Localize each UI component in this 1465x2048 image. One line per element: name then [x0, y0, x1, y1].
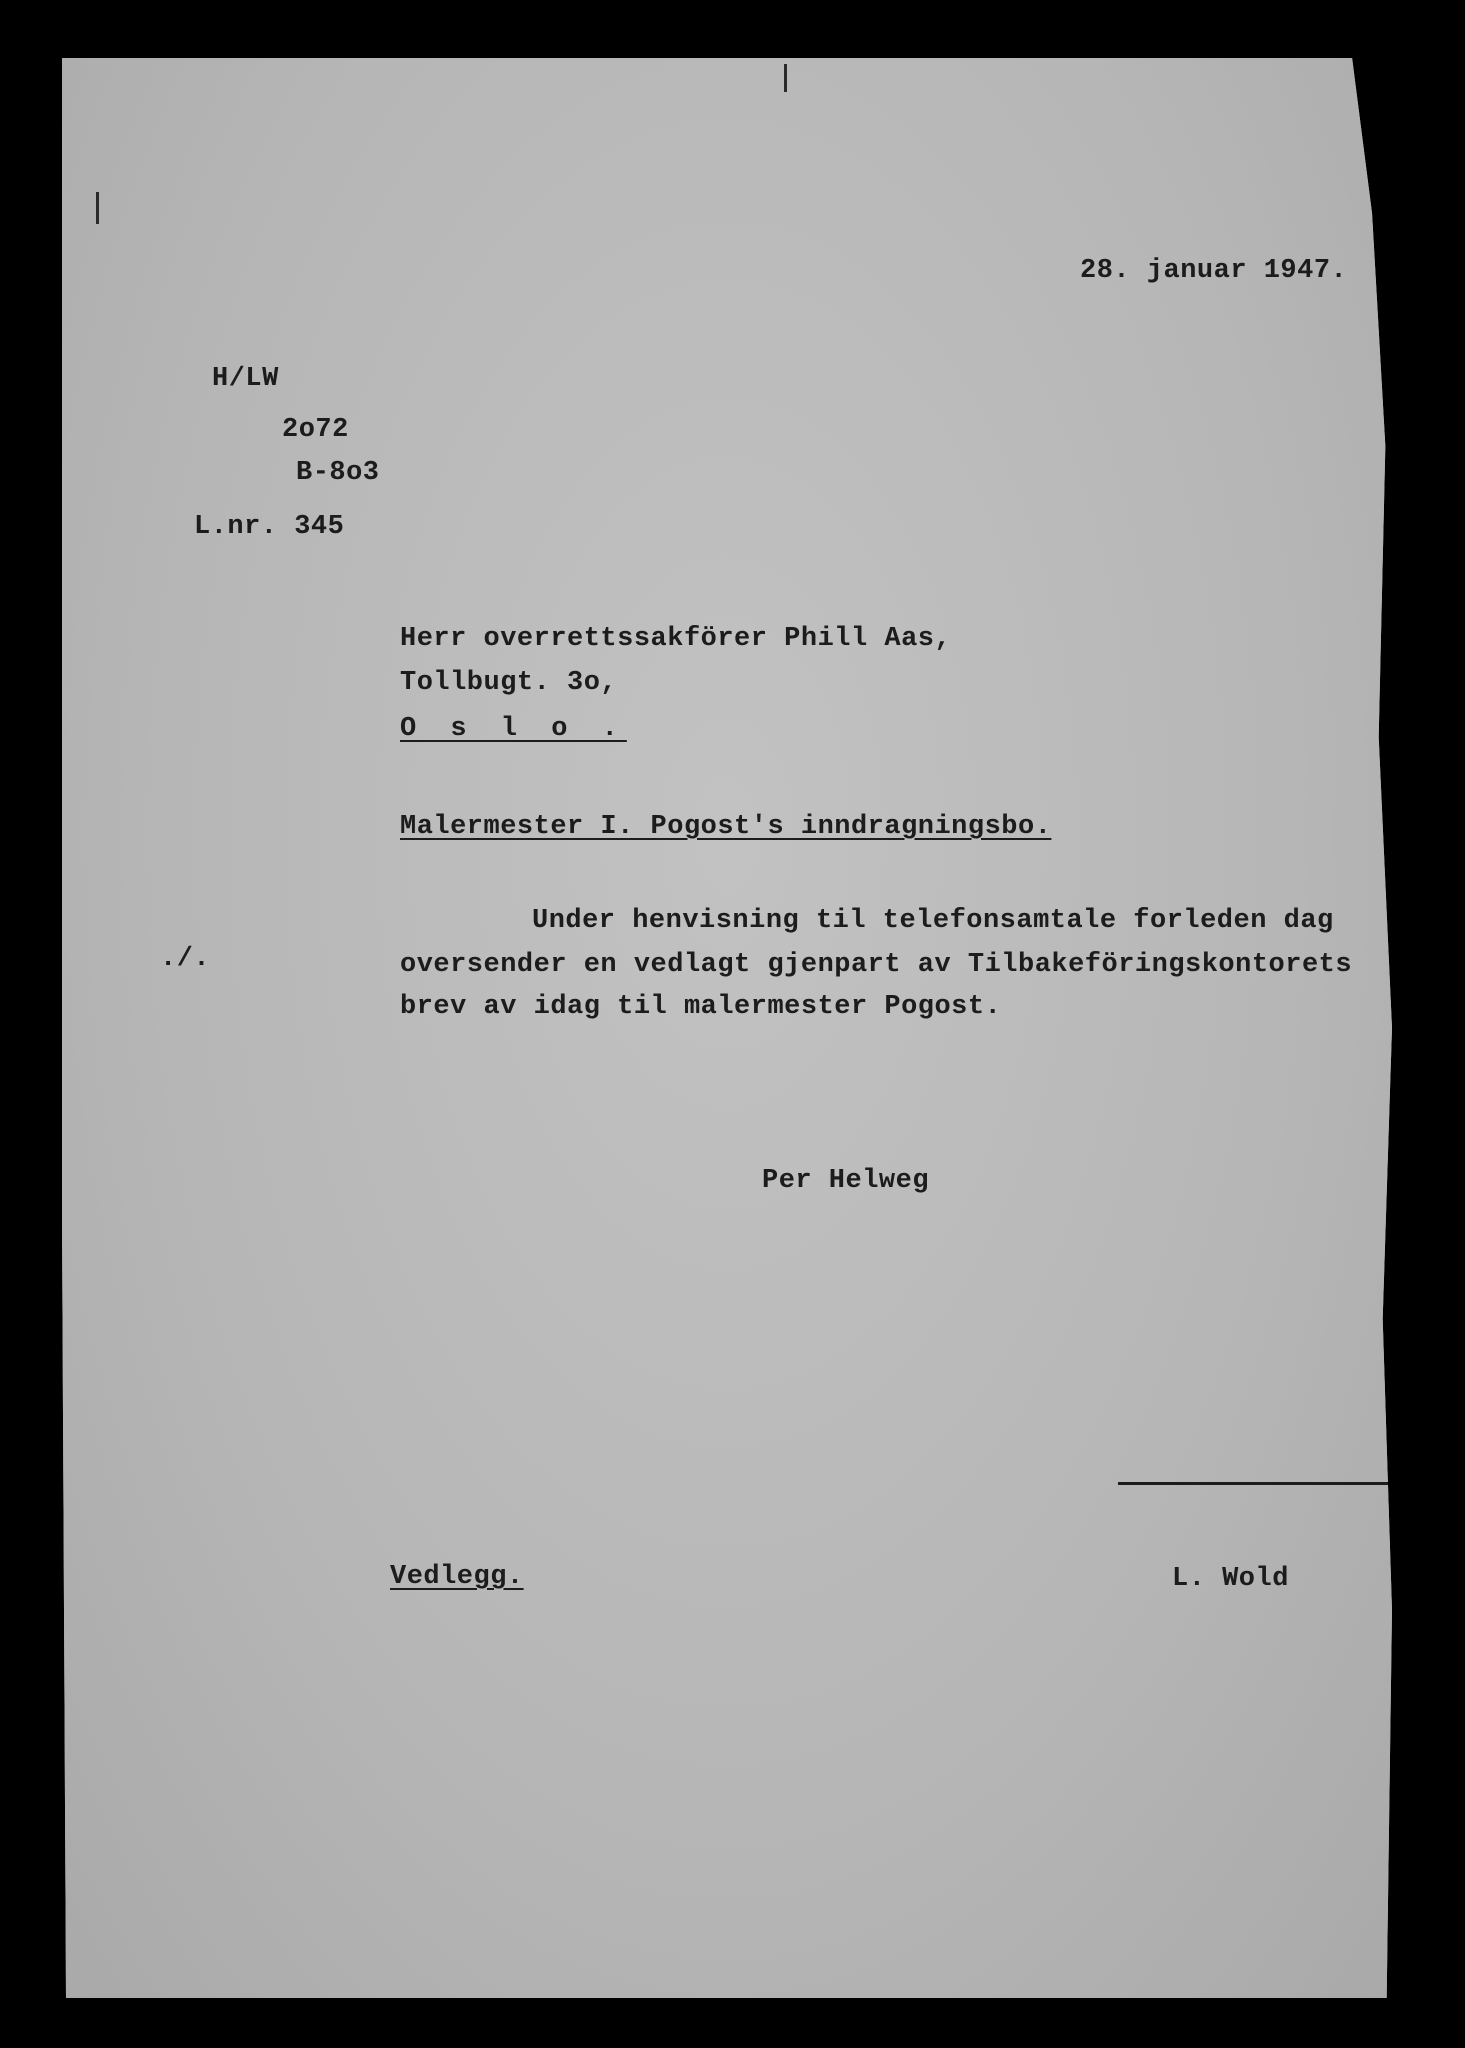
- signature-rule: [1118, 1482, 1388, 1485]
- document-sheet: [62, 58, 1392, 1998]
- enclosure-mark: ./.: [160, 944, 211, 974]
- reference-number-2: B-8o3: [296, 458, 380, 488]
- secondary-signature: L. Wold: [1172, 1564, 1289, 1594]
- addressee-line-1: Herr overrettssakförer Phill Aas,: [400, 624, 952, 654]
- attachment-label: Vedlegg.: [390, 1562, 524, 1592]
- reference-lnr: L.nr. 345: [194, 512, 345, 542]
- addressee-line-2: Tollbugt. 3o,: [400, 668, 618, 698]
- body-line-2: oversender en vedlagt gjenpart av Tilbakeföringskontorets: [400, 950, 1353, 980]
- addressee-city: O s l o .: [400, 714, 627, 744]
- subject-line: Malermester I. Pogost's inndragningsbo.: [400, 812, 1052, 842]
- signature-name: Per Helweg: [762, 1166, 930, 1196]
- body-line-3: brev av idag til malermester Pogost.: [400, 992, 1002, 1022]
- top-margin-mark: [784, 64, 787, 92]
- reference-number-1: 2o72: [282, 415, 349, 445]
- left-margin-mark: [96, 192, 99, 224]
- letter-date: 28. januar 1947.: [1080, 256, 1348, 286]
- reference-initials: H/LW: [212, 364, 279, 394]
- body-line-1: Under henvisning til telefonsamtale forleden dag: [532, 906, 1334, 936]
